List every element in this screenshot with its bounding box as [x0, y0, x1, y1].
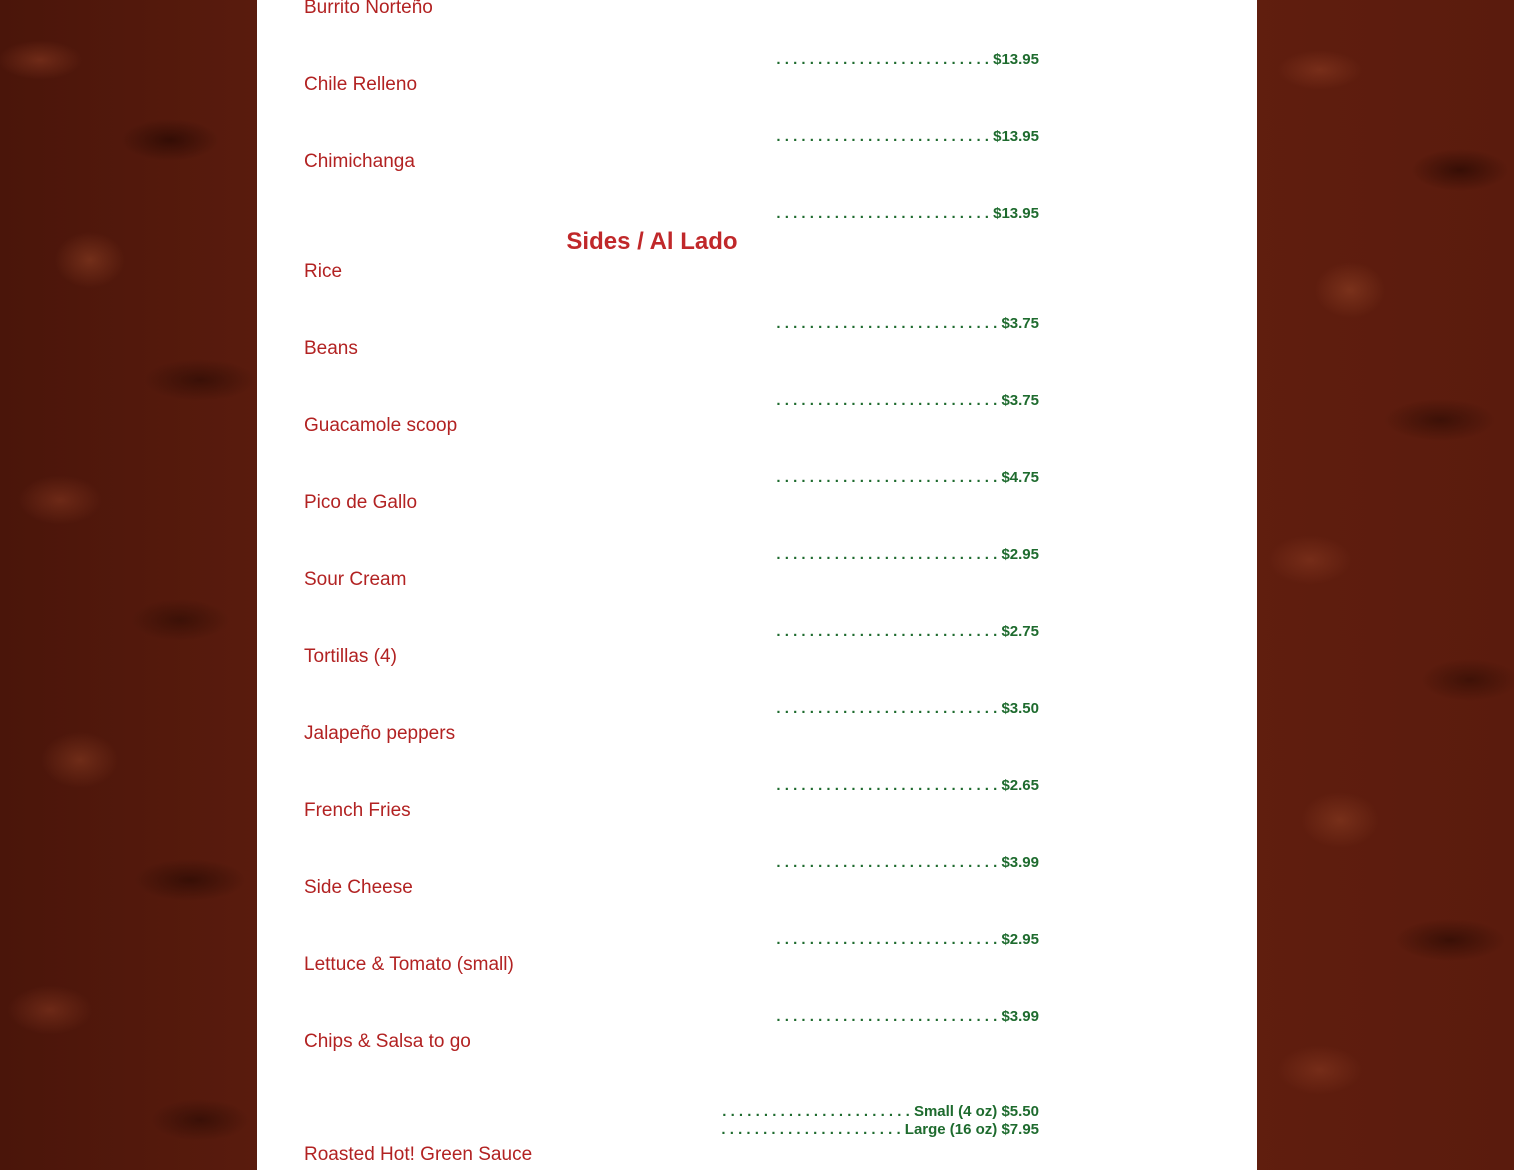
side-item-name: Rice: [304, 261, 343, 282]
side-item-name: Tortillas (4): [304, 646, 397, 667]
menu-item-name: Burrito Norteño: [304, 0, 433, 18]
menu-item-name: Chile Relleno: [304, 74, 418, 95]
side-item-price: . . . . . . . . . . . . . . . . . . . . . . . . . . . $3.75: [776, 315, 1039, 332]
side-item-price: . . . . . . . . . . . . . . . . . . . . . . . . . . . $3.99: [776, 854, 1039, 871]
side-item-price: . . . . . . . . . . . . . . . . . . . . . . . . . . . $2.75: [776, 623, 1039, 640]
side-item-price: . . . . . . . . . . . . . . . . . . . . . . . . . . . $2.95: [776, 546, 1039, 563]
side-item-name: Sour Cream: [304, 569, 407, 590]
side-item-price: . . . . . . . . . . . . . . . . . . . . . . . . . . . $2.65: [776, 777, 1039, 794]
side-item-name: Chips & Salsa to go: [304, 1031, 471, 1052]
side-item-name: Side Cheese: [304, 877, 413, 898]
side-item-name: Roasted Hot! Green Sauce: [304, 1144, 533, 1165]
side-item-name: Guacamole scoop: [304, 415, 458, 436]
side-item-price: . . . . . . . . . . . . . . . . . . . . . . . . . . . $3.75: [776, 392, 1039, 409]
side-item-name: Beans: [304, 338, 358, 359]
section-heading-sides: Sides / Al Lado: [566, 228, 738, 255]
side-item-price-small: . . . . . . . . . . . . . . . . . . . . . . . Small (4 oz) $5.50: [722, 1103, 1039, 1120]
side-item-price-large: . . . . . . . . . . . . . . . . . . . . . . Large (16 oz) $7.95: [721, 1121, 1039, 1138]
side-item-name: Pico de Gallo: [304, 492, 418, 513]
side-item-price: . . . . . . . . . . . . . . . . . . . . . . . . . . . $3.50: [776, 700, 1039, 717]
side-item-price: . . . . . . . . . . . . . . . . . . . . . . . . . . . $2.95: [776, 931, 1039, 948]
menu-item-price: . . . . . . . . . . . . . . . . . . . . . . . . . . $13.95: [776, 128, 1039, 145]
side-item-name: Lettuce & Tomato (small): [304, 954, 514, 975]
menu-item-price: . . . . . . . . . . . . . . . . . . . . . . . . . . $13.95: [776, 205, 1039, 222]
side-item-name: Jalapeño peppers: [304, 723, 456, 744]
menu-page: [257, 0, 1257, 1170]
side-item-price: . . . . . . . . . . . . . . . . . . . . . . . . . . . $4.75: [776, 469, 1039, 486]
side-item-name: French Fries: [304, 800, 411, 821]
menu-item-price: . . . . . . . . . . . . . . . . . . . . . . . . . . $13.95: [776, 51, 1039, 68]
side-item-price: . . . . . . . . . . . . . . . . . . . . . . . . . . . $3.99: [776, 1008, 1039, 1025]
menu-item-name: Chimichanga: [304, 151, 415, 172]
